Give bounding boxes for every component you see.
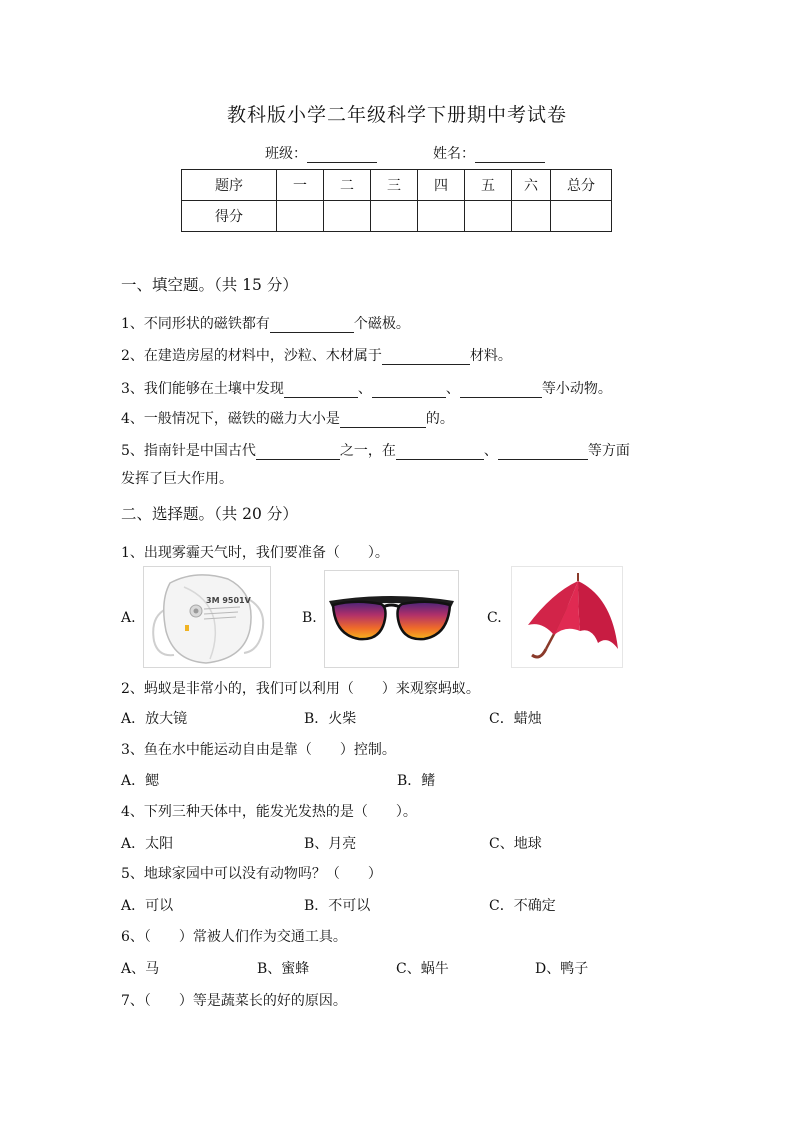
q2-option-a[interactable]: A．放大镜 (121, 711, 188, 727)
page-title: 教科版小学二年级科学下册期中考试卷 (226, 104, 567, 126)
q5-option-a[interactable]: A．可以 (121, 898, 174, 914)
q3-text-b: 等小动物。 (541, 381, 612, 397)
mask-icon (144, 567, 270, 667)
class-blank[interactable] (307, 148, 377, 163)
class-field (265, 143, 377, 163)
score-table (181, 169, 612, 232)
q4-option-a[interactable]: A．太阳 (121, 836, 174, 852)
q5-blank-3[interactable] (498, 445, 588, 460)
score-cell[interactable] (324, 201, 371, 232)
q3-blank-2[interactable] (372, 383, 446, 398)
name-blank[interactable] (475, 148, 545, 163)
q1-blank[interactable] (270, 318, 354, 333)
q5-text-c: 等方面 (587, 443, 630, 459)
header-cell: 一 (277, 170, 324, 201)
q5-text-a: 5、指南针是中国古代 (121, 443, 256, 459)
score-cell[interactable] (371, 201, 418, 232)
fill-question-5-line2: 发挥了巨大作用。 (121, 471, 233, 487)
fill-question-1 (121, 313, 410, 333)
sunglasses-image[interactable] (324, 570, 459, 668)
mask-brand-text: 3M 9501V (206, 596, 251, 605)
q4-option-b[interactable]: B、月亮 (304, 836, 357, 852)
q5-blank-2[interactable] (396, 445, 484, 460)
q5-sep: 、 (483, 443, 498, 459)
q6-option-c[interactable]: C、蜗牛 (396, 961, 449, 977)
q2-text-b: 材料。 (469, 348, 512, 364)
q3-blank-1[interactable] (284, 383, 358, 398)
q2-option-b[interactable]: B．火柴 (304, 711, 357, 727)
q2-option-c[interactable]: C．蜡烛 (489, 711, 542, 727)
q6-option-d[interactable]: D、鸭子 (535, 961, 589, 977)
q2-blank[interactable] (382, 350, 470, 365)
choice-question-7: 7、（ ）等是蔬菜长的好的原因。 (121, 993, 347, 1009)
fill-question-4 (121, 408, 454, 428)
q3-blank-3[interactable] (460, 383, 542, 398)
choice-question-6: 6、（ ）常被人们作为交通工具。 (121, 929, 347, 945)
section2-heading: 二、选择题。（共 20 分） (121, 505, 298, 523)
name-label: 姓名： (433, 146, 475, 162)
fill-question-5 (121, 440, 630, 460)
header-cell: 总分 (551, 170, 612, 201)
q1-text-a: 1、不同形状的磁铁都有 (121, 316, 270, 332)
header-cell: 四 (418, 170, 465, 201)
q3-text-a: 3、我们能够在土壤中发现 (121, 381, 284, 397)
q4-text-b: 的。 (425, 411, 454, 427)
sunglasses-icon (325, 571, 458, 667)
q3-option-b[interactable]: B．鳍 (397, 773, 436, 789)
score-table-score-row (182, 201, 612, 232)
option-b-label[interactable]: B. (302, 610, 317, 626)
q3-option-a[interactable]: A．鳃 (121, 773, 160, 789)
header-cell: 六 (512, 170, 551, 201)
section1-heading: 一、填空题。（共 15 分） (121, 276, 298, 294)
score-cell[interactable] (512, 201, 551, 232)
fill-question-2 (121, 345, 512, 365)
q2-text-a: 2、在建造房屋的材料中，沙粒、木材属于 (121, 348, 382, 364)
choice-question-3: 3、鱼在水中能运动自由是靠（ ）控制。 (121, 742, 396, 758)
header-cell: 二 (324, 170, 371, 201)
score-table-header-row (182, 170, 612, 201)
choice-question-2: 2、蚂蚁是非常小的，我们可以利用（ ）来观察蚂蚁。 (121, 681, 480, 697)
q4-option-c[interactable]: C、地球 (489, 836, 542, 852)
umbrella-icon (512, 567, 622, 667)
q4-text-a: 4、一般情况下，磁铁的磁力大小是 (121, 411, 340, 427)
choice-question-5: 5、地球家园中可以没有动物吗？（ ） (121, 866, 382, 882)
option-a-label[interactable]: A. (121, 610, 136, 626)
row-label: 得分 (182, 201, 277, 232)
q5-option-b[interactable]: B．不可以 (304, 898, 371, 914)
q3-sep-2: 、 (445, 381, 460, 397)
class-label: 班级： (265, 146, 307, 162)
q3-sep-1: 、 (357, 381, 372, 397)
umbrella-image[interactable] (511, 566, 623, 668)
score-cell[interactable] (551, 201, 612, 232)
mask-image[interactable] (143, 566, 271, 668)
header-cell: 题序 (182, 170, 277, 201)
fill-question-3 (121, 378, 612, 398)
choice-question-4: 4、下列三种天体中，能发光发热的是（ ）。 (121, 804, 417, 820)
q5-option-c[interactable]: C．不确定 (489, 898, 556, 914)
header-cell: 五 (465, 170, 512, 201)
q5-text-b: 之一，在 (339, 443, 396, 459)
q4-blank[interactable] (340, 413, 426, 428)
choice-question-1: 1、出现雾霾天气时，我们要准备（ ）。 (121, 545, 389, 561)
score-cell[interactable] (418, 201, 465, 232)
q6-option-a[interactable]: A、马 (121, 961, 160, 977)
header-cell: 三 (371, 170, 418, 201)
name-field (433, 143, 545, 163)
q5-blank-1[interactable] (256, 445, 340, 460)
q6-option-b[interactable]: B、蜜蜂 (257, 961, 310, 977)
score-cell[interactable] (277, 201, 324, 232)
q1-text-b: 个磁极。 (353, 316, 410, 332)
score-cell[interactable] (465, 201, 512, 232)
option-c-label[interactable]: C. (487, 610, 502, 626)
